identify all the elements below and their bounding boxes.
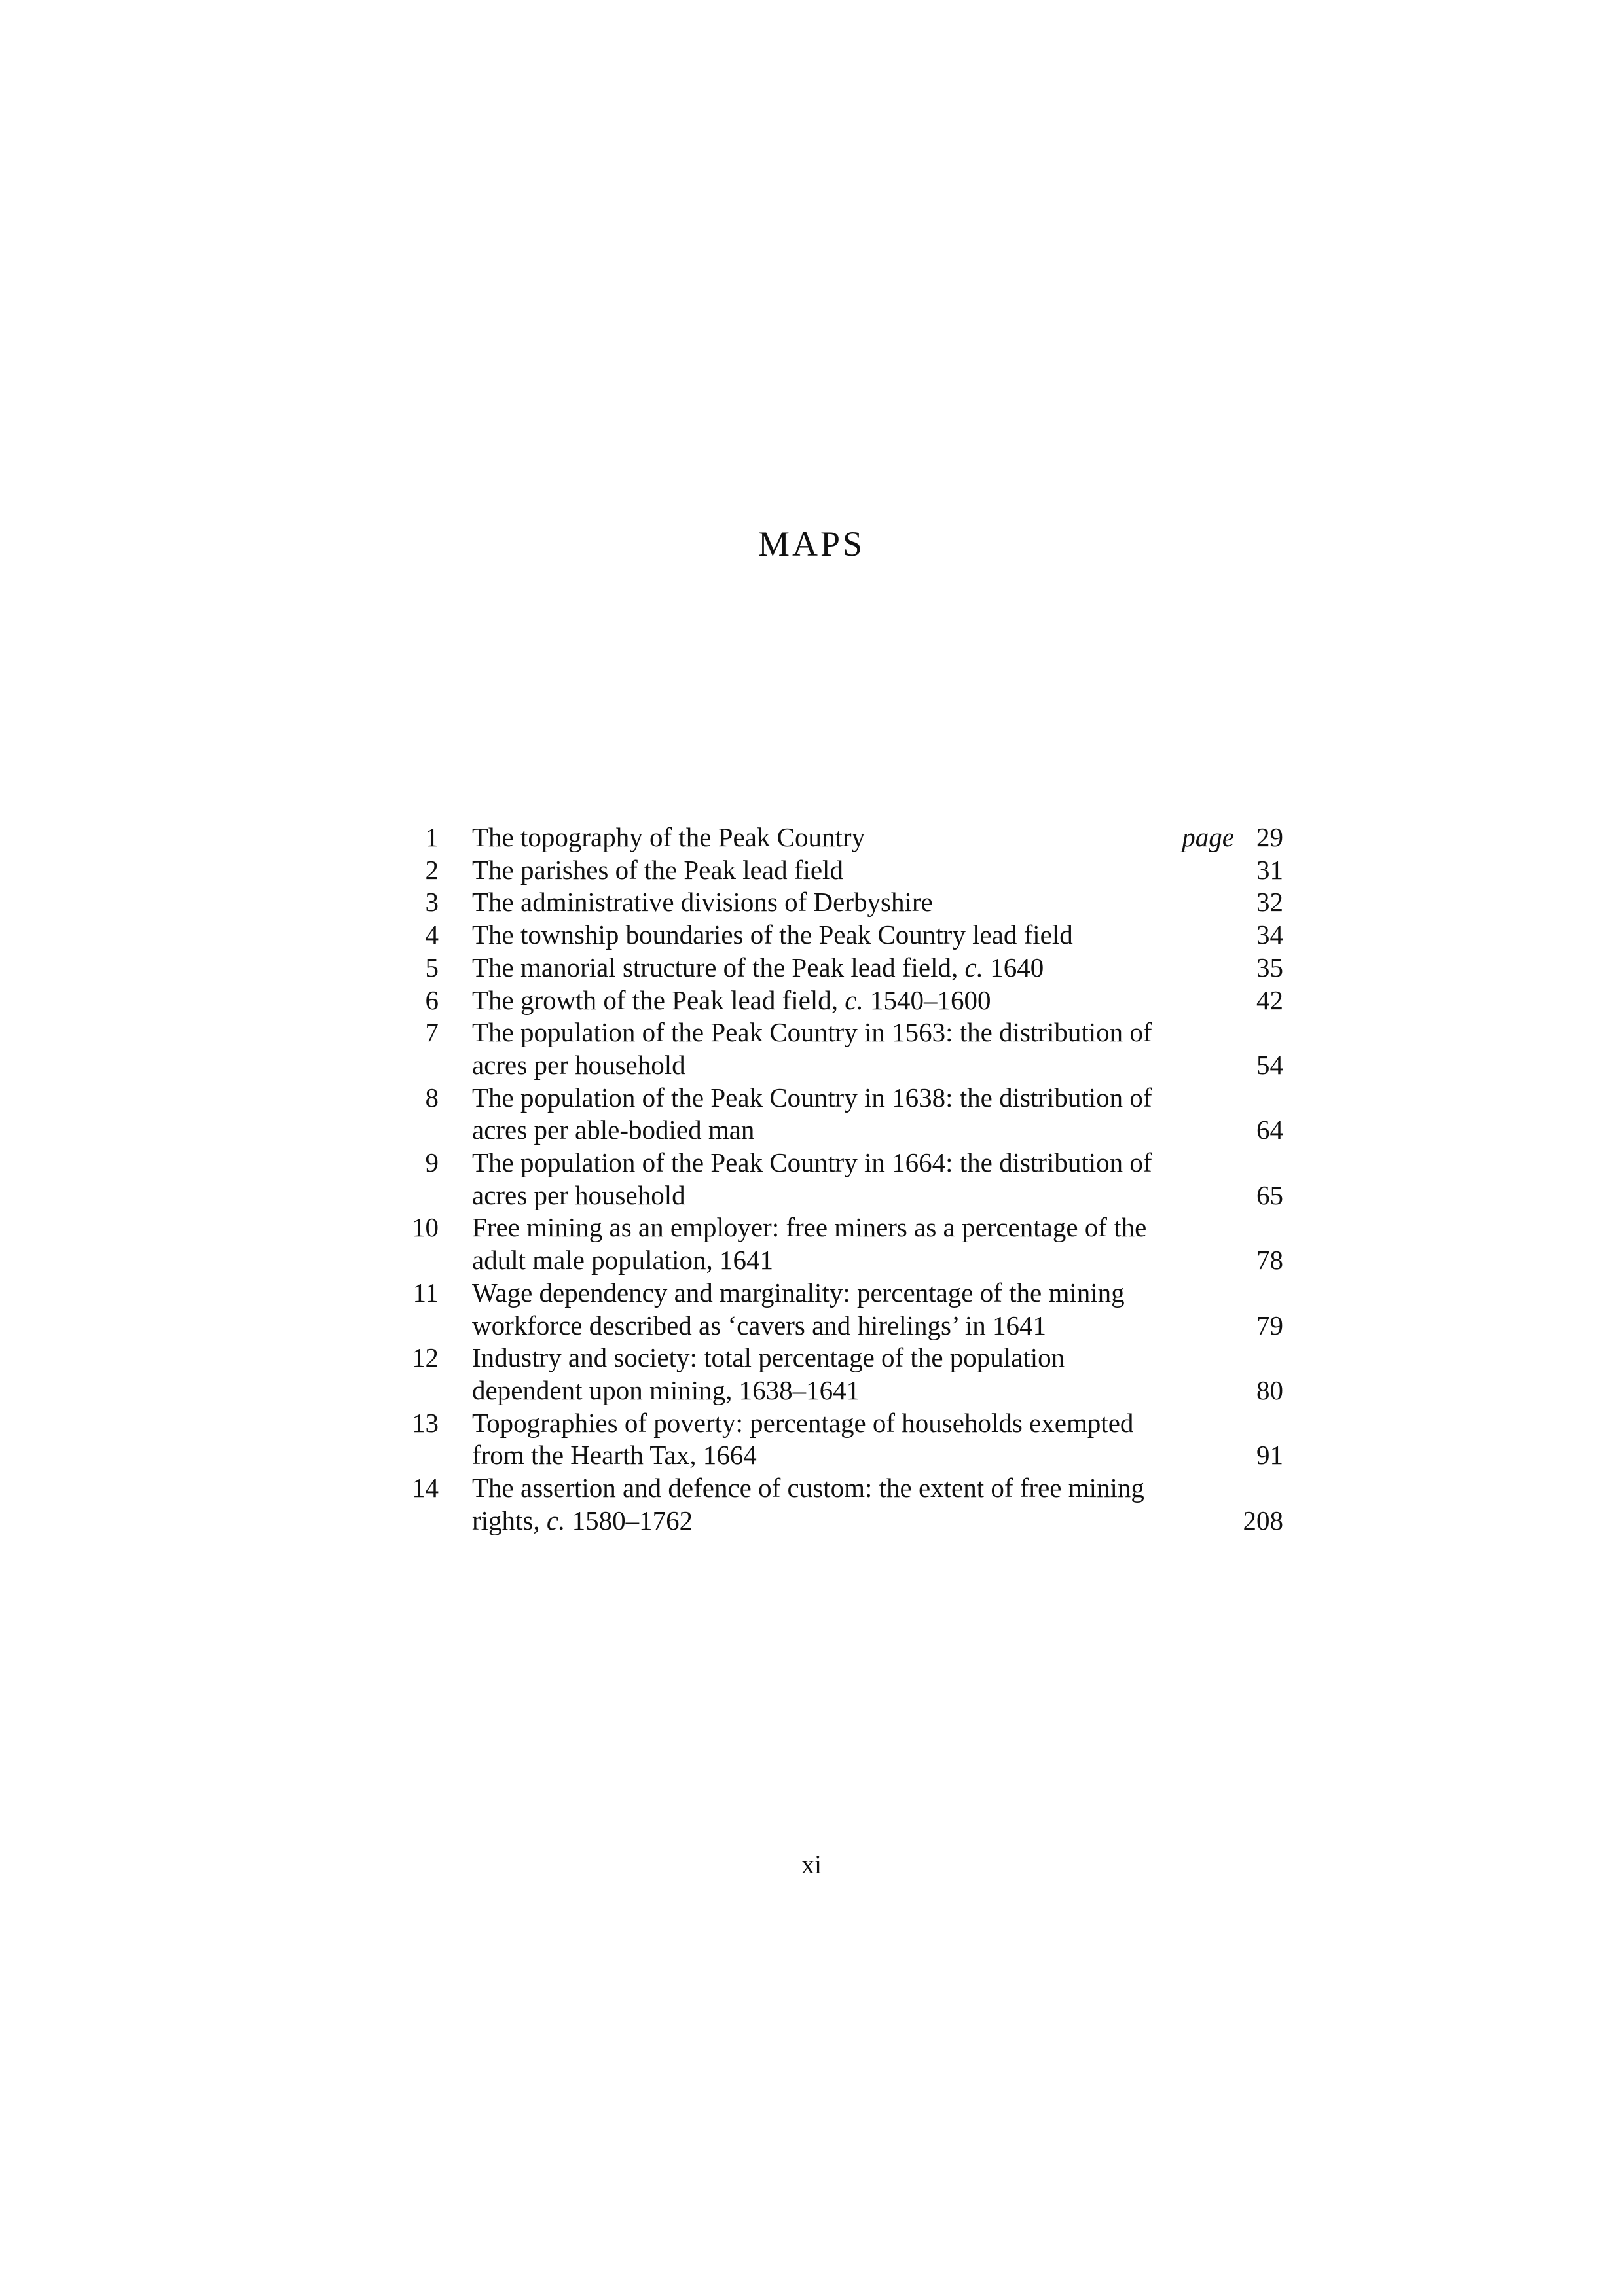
map-number: 14 <box>412 1473 439 1503</box>
map-number: 13 <box>412 1407 439 1438</box>
map-number: 5 <box>425 952 439 982</box>
circa-abbrev: c. <box>845 984 864 1015</box>
list-item <box>393 984 1283 1017</box>
map-page-number: 42 <box>1256 984 1283 1015</box>
list-item <box>393 821 1283 854</box>
circa-abbrev: c. <box>546 1505 566 1535</box>
map-page-number: 79 <box>1256 1310 1283 1340</box>
map-page-number: 31 <box>1256 854 1283 885</box>
map-page-number: 64 <box>1256 1115 1283 1145</box>
map-page-number: 91 <box>1256 1440 1283 1471</box>
list-item <box>393 854 1283 887</box>
map-number: 8 <box>425 1082 439 1113</box>
list-item <box>393 1277 1283 1342</box>
list-item <box>393 1407 1283 1472</box>
map-page-number: 35 <box>1256 952 1283 982</box>
list-item <box>393 952 1283 984</box>
map-page-number: 65 <box>1256 1179 1283 1210</box>
map-number: 10 <box>412 1212 439 1243</box>
map-number: 4 <box>425 920 439 950</box>
map-page-number: 34 <box>1256 920 1283 950</box>
map-title: Industry and society: total percentage of the population dependent upon mining, 1638–1641 <box>472 1342 1065 1405</box>
list-item <box>393 1211 1283 1276</box>
map-title: The township boundaries of the Peak Country lead field <box>472 920 1073 950</box>
list-item <box>393 1082 1283 1147</box>
map-number: 2 <box>425 854 439 885</box>
map-title: The growth of the Peak lead field, c. 1540–1600 <box>472 984 991 1015</box>
list-item <box>393 1016 1283 1081</box>
map-page-number: 29 <box>1256 822 1283 852</box>
map-title: The population of the Peak Country in 1638: the distribution of acres per able-bodied man <box>472 1082 1152 1145</box>
maps-list <box>393 821 1283 1537</box>
map-title: Wage dependency and marginality: percentage of the mining workforce described as ‘cavers and hirelings’ in 1641 <box>472 1277 1125 1340</box>
map-number: 12 <box>412 1342 439 1373</box>
list-item <box>393 1472 1283 1537</box>
map-page-number: 78 <box>1256 1245 1283 1276</box>
circa-abbrev: c. <box>964 952 983 982</box>
map-title: The administrative divisions of Derbyshire <box>472 887 933 918</box>
map-number: 1 <box>425 822 439 852</box>
map-page-number: 208 <box>1243 1505 1283 1535</box>
map-number: 7 <box>425 1017 439 1048</box>
map-title: Free mining as an employer: free miners as a percentage of the adult male population, 1641 <box>472 1212 1147 1276</box>
map-title: The topography of the Peak Country <box>472 822 866 852</box>
map-number: 11 <box>412 1277 439 1308</box>
page-label: page <box>1182 822 1234 852</box>
map-number: 9 <box>425 1147 439 1178</box>
list-item <box>393 919 1283 952</box>
map-title: The parishes of the Peak lead field <box>472 854 843 885</box>
list-item <box>393 1342 1283 1407</box>
page-folio: xi <box>801 1850 822 1879</box>
map-title: The population of the Peak Country in 1664: the distribution of acres per household <box>472 1147 1152 1210</box>
map-title: The manorial structure of the Peak lead field, c. 1640 <box>472 952 1044 982</box>
map-number: 3 <box>425 887 439 918</box>
map-number: 6 <box>425 984 439 1015</box>
list-item <box>393 886 1283 919</box>
map-page-number: 80 <box>1256 1374 1283 1405</box>
page-title: MAPS <box>757 524 866 564</box>
map-page-number: 32 <box>1256 887 1283 918</box>
map-title: The assertion and defence of custom: the extent of free mining rights, c. 1580–1762 <box>472 1473 1144 1535</box>
map-title: The population of the Peak Country in 1563: the distribution of acres per household <box>472 1017 1152 1080</box>
map-title: Topographies of poverty: percentage of households exempted from the Hearth Tax, 1664 <box>472 1407 1134 1471</box>
map-page-number: 54 <box>1256 1049 1283 1080</box>
list-item <box>393 1147 1283 1211</box>
